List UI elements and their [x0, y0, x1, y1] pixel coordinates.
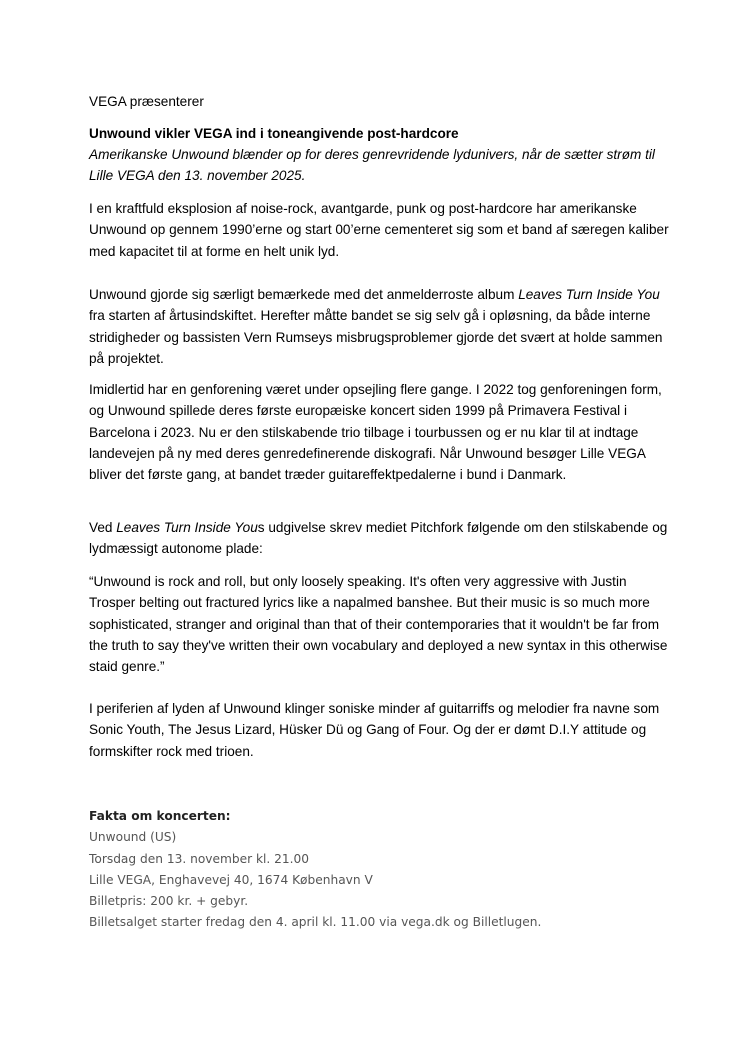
facts-artist: Unwound (US)	[89, 830, 177, 845]
facts-ticket-sale: Billetsalget starter fredag den 4. april kl. 11.00 via vega.dk og Billetlugen.	[89, 915, 542, 930]
album-title: Leaves Turn Inside You	[518, 287, 660, 302]
intro-line: VEGA præsenterer	[89, 94, 204, 109]
paragraph-4	[89, 517, 669, 560]
paragraph-5: I periferien af lyden af Unwound klinger soniske minder af guitarriffs og melodier fra navne som Sonic Youth, The Jesus Lizard, Hüsker Dü og Gang of Four. Og der er dømt D.I.Y attitude og formskifter rock med trioen.	[89, 701, 660, 759]
headline: Unwound vikler VEGA ind i toneangivende post-hardcore	[89, 126, 459, 141]
pitchfork-quote: “Unwound is rock and roll, but only loosely speaking. It's often very aggressive with Justin Trosper belting out fractured lyrics like a napalmed banshee. But their music is so much more sophisticated, stranger and original than that of their contemporaries that it wouldn't be far from the truth to say they've written their own vocabulary and deployed a new syntax in this otherwise staid genre.”	[89, 574, 668, 675]
facts-price: Billetpris: 200 kr. + gebyr.	[89, 894, 249, 909]
paragraph-4-after: s udgivelse skrev mediet Pitchfork følgende om den stilskabende og lydmæssigt autonome plade:	[89, 520, 668, 557]
paragraph-2	[89, 284, 669, 369]
paragraph-4-before: Ved	[89, 520, 117, 535]
subheadline: Amerikanske Unwound blænder op for deres genrevridende lydunivers, når de sætter strøm til Lille VEGA den 13. november 2025.	[89, 147, 655, 184]
facts-title: Fakta om koncerten:	[89, 809, 231, 823]
facts-venue: Lille VEGA, Enghavevej 40, 1674 København V	[89, 872, 373, 887]
paragraph-2-before: Unwound gjorde sig særligt bemærkede med det anmelderroste album	[89, 287, 519, 302]
paragraph-1: I en kraftfuld eksplosion af noise-rock, avantgarde, punk og post-hardcore har amerikanske Unwound op gennem 1990’erne og start 00’erne cementeret sig som et band af særegen kaliber med kapacitet til at forme en helt unik lyd.	[89, 201, 669, 259]
facts-date: Torsdag den 13. november kl. 21.00	[89, 851, 310, 866]
album-title: Leaves Turn Inside You	[116, 520, 258, 535]
paragraph-2-after: fra starten af årtusindskiftet. Herefter måtte bandet se sig selv gå i opløsning, da både interne stridigheder og bassisten Vern Rumseys misbrugsproblemer gjorde det svært at holde sammen på projektet.	[89, 308, 663, 366]
paragraph-3: Imidlertid har en genforening været under opsejling flere gange. I 2022 tog genforeningen form, og Unwound spillede deres første europæiske koncert siden 1999 på Primavera Festival i Barcelona i 2023. Nu er den stilskabende trio tilbage i tourbussen og er nu klar til at indtage landevejen på ny med deres genredefinerende diskografi. Når Unwound besøger Lille VEGA bliver det første gang, at bandet træder guitareffektpedalerne i bund i Danmark.	[89, 382, 662, 483]
concert-facts	[89, 806, 669, 934]
